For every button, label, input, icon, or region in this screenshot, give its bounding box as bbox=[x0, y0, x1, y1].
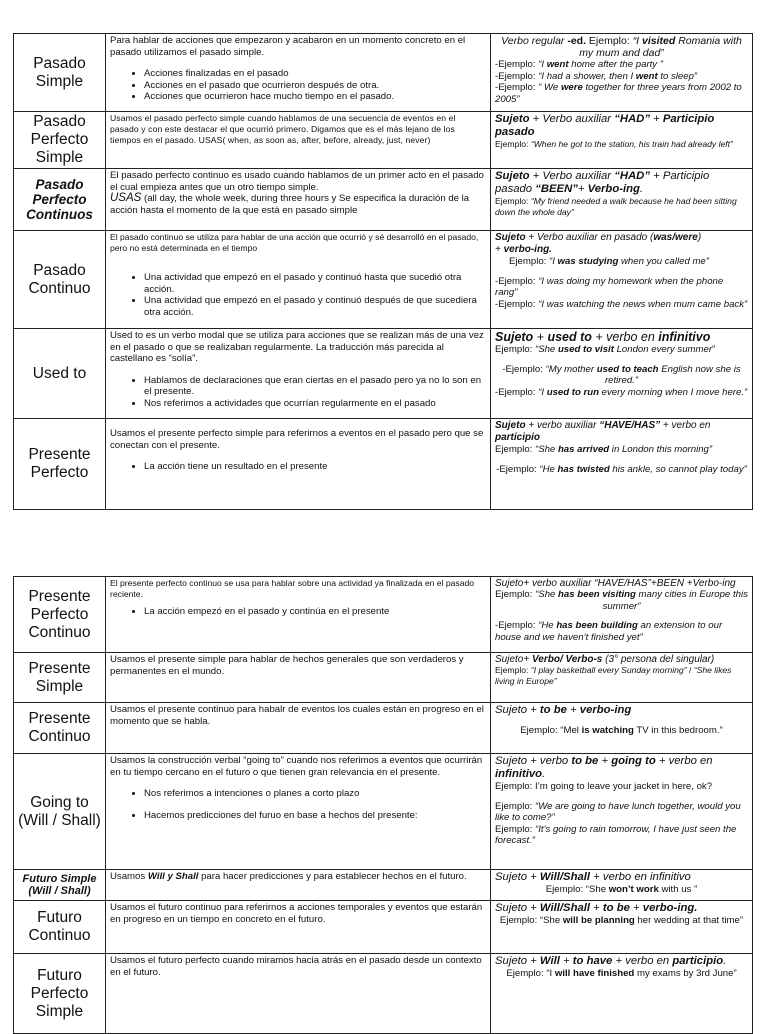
table-row bbox=[14, 754, 753, 870]
tense-name: Presente Continuo bbox=[14, 703, 106, 754]
list-item: • Hablamos de declaraciones que eran ciertas en el pasado pero ya no lo son en el presente. bbox=[144, 375, 486, 398]
list-item: • La acción empezó en el pasado y continúa en el presente bbox=[144, 606, 486, 618]
table-row bbox=[14, 577, 753, 653]
tense-name: Presente Perfecto Continuo bbox=[14, 577, 106, 653]
grammar-table-1 bbox=[13, 33, 753, 510]
table-row bbox=[14, 329, 753, 419]
bullet-list bbox=[110, 788, 486, 800]
tense-description: Usamos el futuro perfecto cuando miramos hacia atrás en el pasado desde un contexto en el futuro. bbox=[106, 954, 491, 1034]
tense-examples: Sujeto + Will/Shall + verbo en infinitivo Ejemplo: “She won’t work with us ” bbox=[491, 870, 753, 901]
tense-name: Futuro Simple (Will / Shall) bbox=[14, 870, 106, 901]
table-row bbox=[14, 34, 753, 112]
tense-description: Usamos el pasado perfecto simple cuando hablamos de una secuencia de eventos en el pasado y con este destacar el que ocurrió primero. Digamos que es el más lejano de los tiempos en el pasado. USAS( when, as soon as, after, before, already, just, never) bbox=[106, 112, 491, 169]
tense-description: Usamos el presente perfecto simple para referirnos a eventos en el pasado pero que se conectan con el presente. • La acción tiene un resultado en el presente bbox=[106, 419, 491, 510]
bullet-list bbox=[110, 461, 486, 473]
bullet-list bbox=[110, 810, 486, 822]
grammar-table-2 bbox=[13, 576, 753, 1034]
tense-description: Usamos el presente simple para hablar de hechos generales que son verdaderos y permanentes en el mundo. bbox=[106, 653, 491, 703]
tense-name: Futuro Perfecto Simple bbox=[14, 954, 106, 1034]
table-row bbox=[14, 169, 753, 231]
list-item: • Una actividad que empezó en el pasado y continuó hasta que sucedió otra acción. bbox=[144, 272, 486, 295]
table-row bbox=[14, 870, 753, 901]
tense-name: Used to bbox=[14, 329, 106, 419]
list-item: • Acciones que ocurrieron hace mucho tiempo en el pasado. bbox=[144, 91, 486, 103]
list-item: • Nos referimos a intenciones o planes a corto plazo bbox=[144, 788, 486, 800]
tense-examples: Sujeto+ Verbo/ Verbo-s (3° persona del singular) Ejemplo: “I play basketball every Sunday morning” / “She likes living in Europe” bbox=[491, 653, 753, 703]
tense-examples: Sujeto + Verbo auxiliar “HAD” + Participio pasado Ejemplo: “When he got to the station, his train had already left” bbox=[491, 112, 753, 169]
tense-description: Usamos el futuro continuo para referirnos a acciones temporales y eventos que estarán en progreso en un tiempo en concreto en el futuro. bbox=[106, 901, 491, 954]
bullet-list bbox=[110, 606, 486, 618]
list-item: • Acciones en el pasado que ocurrieron después de otra. bbox=[144, 80, 486, 92]
tense-name: Pasado Perfecto Simple bbox=[14, 112, 106, 169]
tense-examples: Verbo regular -ed. Ejemplo: “I visited Romania with my mum and dad” -Ejemplo: “I went home after the party ” -Ejemplo: “I had a shower, then I went to sleep” -Ejemplo: “ We were together for three years from 2002 to 2005” bbox=[491, 34, 753, 112]
tense-name: Pasado Perfecto Continuos bbox=[14, 169, 106, 231]
tense-name: Presente Perfecto bbox=[14, 419, 106, 510]
list-item: • Acciones finalizadas en el pasado bbox=[144, 68, 486, 80]
tense-description: Usamos la construcción verbal “going to” cuando nos referimos a eventos que ocurrirán en tu tiempo cercano en el futuro o que tienen gran relevancia en el presente. • Nos referimos a intenciones o planes a corto plazo • Hacemos predicciones del furuo en base a hechos del presente: bbox=[106, 754, 491, 870]
tense-description: El presente perfecto continuo se usa para hablar sobre una actividad ya finalizada en el pasado reciente. • La acción empezó en el pasado y continúa en el presente bbox=[106, 577, 491, 653]
tense-name: Going to (Will / Shall) bbox=[14, 754, 106, 870]
tense-examples: Sujeto + verbo auxiliar “HAVE/HAS” + verbo en participio Ejemplo: “She has arrived in London this morning” -Ejemplo: “He has twisted his ankle, so cannot play today” bbox=[491, 419, 753, 510]
list-item: • Hacemos predicciones del furuo en base a hechos del presente: bbox=[144, 810, 486, 822]
list-item: • La acción tiene un resultado en el presente bbox=[144, 461, 486, 473]
table-row bbox=[14, 653, 753, 703]
table-row bbox=[14, 703, 753, 754]
tense-examples: Sujeto + used to + verbo en infinitivo Ejemplo: “She used to visit London every summer” -Ejemplo: “My mother used to teach English now she is retired.” -Ejemplo: “I used to run every morning when I move here.” bbox=[491, 329, 753, 419]
tense-description: Used to es un verbo modal que se utiliza para acciones que se realizan más de una vez en el pasado o que se realizaban regularmente. La traducción más parecida al castellano es “solía”. • Hablamos de declaraciones que eran ciertas en el pasado pero ya no lo son en el presente. • Nos referimos a actividades que ocurrían regularmente en el pasado bbox=[106, 329, 491, 419]
tense-description: Usamos Will y Shall para hacer predicciones y para establecer hechos en el futuro. bbox=[106, 870, 491, 901]
tense-examples: Sujeto + Will/Shall + to be + verbo-ing. Ejemplo: “She will be planning her wedding at that time” bbox=[491, 901, 753, 954]
tense-description: El pasado perfecto continuo es usado cuando hablamos de un primer acto en el pasado el cual empieza antes que un otro tiempo simple. USAS (all day, the whole week, during three hours y Se especifica la duración de la acción hasta el momento de la que está en pasado simple bbox=[106, 169, 491, 231]
tense-description: Usamos el presente continuo para habalr de eventos los cuales están en progreso en el momento que se habla. bbox=[106, 703, 491, 754]
tense-name: Futuro Continuo bbox=[14, 901, 106, 954]
list-item: • Nos referimos a actividades que ocurrían regularmente en el pasado bbox=[144, 398, 486, 410]
tense-examples: Sujeto + Verbo auxiliar “HAD” + Participio pasado “BEEN”+ Verbo-ing. Ejemplo: “My friend needed a walk because he had been sitting down the whole day” bbox=[491, 169, 753, 231]
tense-examples: Sujeto + verbo to be + going to + verbo en infinitivo. Ejemplo: I’m going to leave your jacket in here, ok? Ejemplo: “We are going to have lunch together, would you like to come?” Ejemplo: “It’s going to rain tomorrow, I have just seen the forecast.” bbox=[491, 754, 753, 870]
tense-name: Presente Simple bbox=[14, 653, 106, 703]
tense-examples: Sujeto+ verbo auxiliar “HAVE/HAS”+BEEN +Verbo-ing Ejemplo: “She has been visiting many cities in Europe this summer” -Ejemplo: “He has been building an extension to our house and we haven’t finished yet” bbox=[491, 577, 753, 653]
list-item: • Una actividad que empezó en el pasado y continuó después de que sucediera otra acción. bbox=[144, 295, 486, 318]
tense-description: Para hablar de acciones que empezaron y acabaron en un momento concreto en el pasado utilizamos el pasado simple. • Acciones finalizadas en el pasado • Acciones en el pasado que ocurrieron después de otra. • Acciones que ocurrieron hace mucho tiempo en el pasado. bbox=[106, 34, 491, 112]
tense-description: El pasado continuo se utiliza para hablar de una acción que ocurrió y sé desarrolló en el pasado, pero no está determinada en el tiempo • Una actividad que empezó en el pasado y continuó hasta que sucedió otra acción. • Una actividad que empezó en el pasado y continuó después de que sucediera otra acción. bbox=[106, 231, 491, 329]
tense-name: Pasado Continuo bbox=[14, 231, 106, 329]
bullet-list bbox=[110, 68, 486, 103]
tense-examples: Sujeto + to be + verbo-ing Ejemplo: “Mel is watching TV in this bedroom.” bbox=[491, 703, 753, 754]
table-row bbox=[14, 901, 753, 954]
table-row bbox=[14, 231, 753, 329]
tense-examples: Sujeto + Will + to have + verbo en participio. Ejemplo: “I will have finished my exams by 3rd June” bbox=[491, 954, 753, 1034]
table-row bbox=[14, 419, 753, 510]
bullet-list bbox=[110, 375, 486, 410]
table-row bbox=[14, 112, 753, 169]
tense-examples: Sujeto + Verbo auxiliar en pasado (was/were) + verbo-ing. Ejemplo: “I was studying when you called me” -Ejemplo: “I was doing my homework when the phone rang” -Ejemplo: “I was watching the news when mum came back” bbox=[491, 231, 753, 329]
tense-name: Pasado Simple bbox=[14, 34, 106, 112]
table-row bbox=[14, 954, 753, 1034]
bullet-list bbox=[110, 272, 486, 318]
